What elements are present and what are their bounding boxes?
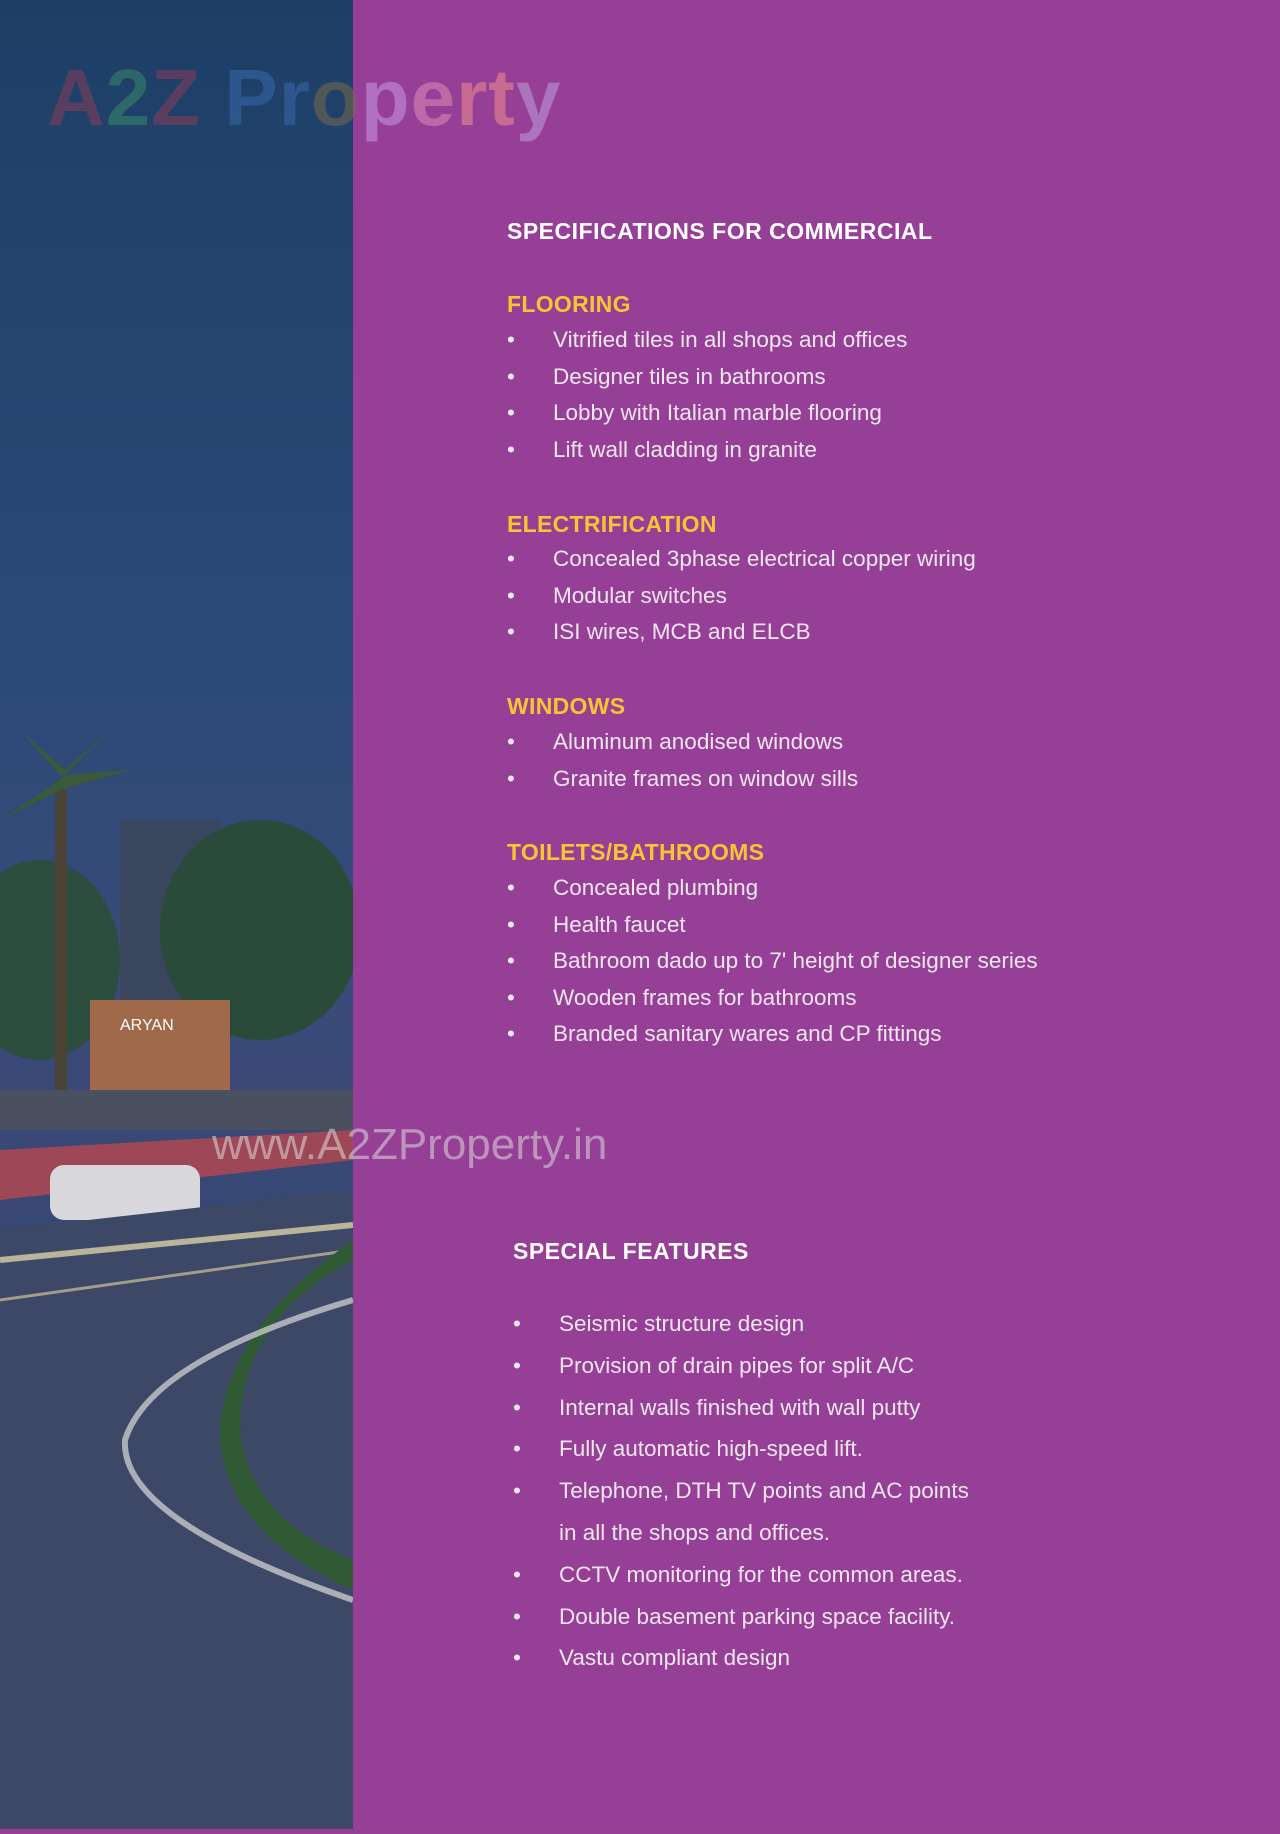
list-item bbox=[513, 1345, 969, 1387]
list-item-text: Health faucet bbox=[553, 911, 686, 937]
list-item-text: ISI wires, MCB and ELCB bbox=[553, 619, 811, 645]
list-item-text: Designer tiles in bathrooms bbox=[553, 363, 826, 389]
list-item-text: Aluminum anodised windows bbox=[553, 729, 844, 754]
list-item bbox=[507, 614, 976, 651]
list-item bbox=[507, 578, 976, 615]
bullet-icon: • bbox=[507, 984, 515, 1010]
night-building-photo bbox=[0, 0, 353, 1829]
special-features-list bbox=[513, 1303, 969, 1679]
list-item bbox=[513, 1637, 969, 1679]
list-item-continuation bbox=[513, 1512, 969, 1554]
bullet-icon: • bbox=[507, 363, 515, 389]
list-item bbox=[513, 1470, 969, 1512]
toilets-list bbox=[507, 870, 1038, 1053]
bullet-icon: • bbox=[507, 546, 515, 571]
bullet-icon: • bbox=[507, 400, 515, 426]
list-item bbox=[507, 432, 907, 469]
list-item bbox=[507, 870, 1038, 907]
list-item bbox=[507, 943, 1038, 980]
list-item bbox=[507, 980, 1038, 1017]
bullet-icon: • bbox=[513, 1436, 521, 1462]
windows-list bbox=[507, 724, 858, 797]
list-item bbox=[513, 1387, 969, 1429]
list-item-text: Granite frames on window sills bbox=[553, 765, 859, 791]
list-item-text: Lift wall cladding in granite bbox=[553, 436, 817, 462]
list-item-text: Lobby with Italian marble flooring bbox=[553, 400, 882, 426]
bullet-icon: • bbox=[507, 327, 515, 352]
list-item-text: Internal walls finished with wall putty bbox=[559, 1394, 921, 1420]
list-item bbox=[507, 724, 858, 761]
list-item-text: Double basement parking space facility. bbox=[559, 1603, 956, 1629]
bullet-icon: • bbox=[513, 1561, 521, 1587]
list-item bbox=[507, 541, 976, 578]
bullet-icon: • bbox=[513, 1394, 521, 1420]
special-features-heading: SPECIAL FEATURES bbox=[513, 1238, 749, 1264]
bullet-icon: • bbox=[513, 1603, 521, 1629]
bullet-icon: • bbox=[513, 1645, 521, 1671]
bullet-icon: • bbox=[513, 1352, 521, 1378]
list-item-text: CCTV monitoring for the common areas. bbox=[559, 1561, 963, 1587]
section-heading-flooring: FLOORING bbox=[507, 291, 631, 317]
flooring-list bbox=[507, 322, 907, 468]
list-item-text: Wooden frames for bathrooms bbox=[553, 984, 857, 1010]
bullet-icon: • bbox=[507, 948, 515, 974]
list-item bbox=[513, 1428, 969, 1470]
bullet-icon: • bbox=[507, 619, 515, 645]
list-item-text: Telephone, DTH TV points and AC points bbox=[559, 1478, 969, 1504]
list-item-text: Bathroom dado up to 7' height of designer series bbox=[553, 948, 1038, 974]
list-item-text: Concealed 3phase electrical copper wiring bbox=[553, 546, 976, 571]
list-item bbox=[513, 1596, 969, 1638]
bullet-icon: • bbox=[507, 582, 515, 608]
bullet-icon: • bbox=[507, 765, 515, 791]
bullet-icon: • bbox=[513, 1478, 521, 1504]
list-item bbox=[507, 1016, 1038, 1053]
list-item-text: in all the shops and offices. bbox=[559, 1519, 831, 1545]
section-heading-windows: WINDOWS bbox=[507, 693, 626, 719]
list-item-text: Branded sanitary wares and CP fittings bbox=[553, 1021, 942, 1047]
list-item bbox=[507, 907, 1038, 944]
bullet-icon: • bbox=[507, 875, 515, 900]
list-item-text: Fully automatic high-speed lift. bbox=[559, 1436, 863, 1462]
url-watermark: www.A2ZProperty.in bbox=[212, 1120, 608, 1169]
a2z-logo-watermark: A2Z Property bbox=[47, 53, 562, 142]
bullet-icon: • bbox=[513, 1311, 521, 1336]
bullet-icon: • bbox=[507, 436, 515, 462]
section-heading-electrification: ELECTRIFICATION bbox=[507, 511, 717, 537]
bullet-icon: • bbox=[507, 729, 515, 754]
list-item-text: Provision of drain pipes for split A/C bbox=[559, 1352, 915, 1378]
section-heading-toilets: TOILETS/BATHROOMS bbox=[507, 839, 765, 865]
list-item bbox=[507, 322, 907, 359]
entrance-sign: ARYAN bbox=[120, 1017, 174, 1034]
list-item bbox=[507, 359, 907, 396]
list-item bbox=[513, 1554, 969, 1596]
list-item-text: Modular switches bbox=[553, 582, 727, 608]
bullet-icon: • bbox=[507, 1021, 515, 1047]
electrification-list bbox=[507, 541, 976, 651]
list-item-text: Seismic structure design bbox=[559, 1311, 805, 1336]
page-title: SPECIFICATIONS FOR COMMERCIAL bbox=[507, 218, 933, 244]
list-item-text: Concealed plumbing bbox=[553, 875, 759, 900]
list-item bbox=[507, 395, 907, 432]
list-item bbox=[513, 1303, 969, 1345]
bullet-icon: • bbox=[507, 911, 515, 937]
list-item bbox=[507, 761, 858, 798]
list-item-text: Vitrified tiles in all shops and offices bbox=[553, 327, 908, 352]
list-item-text: Vastu compliant design bbox=[559, 1645, 790, 1671]
